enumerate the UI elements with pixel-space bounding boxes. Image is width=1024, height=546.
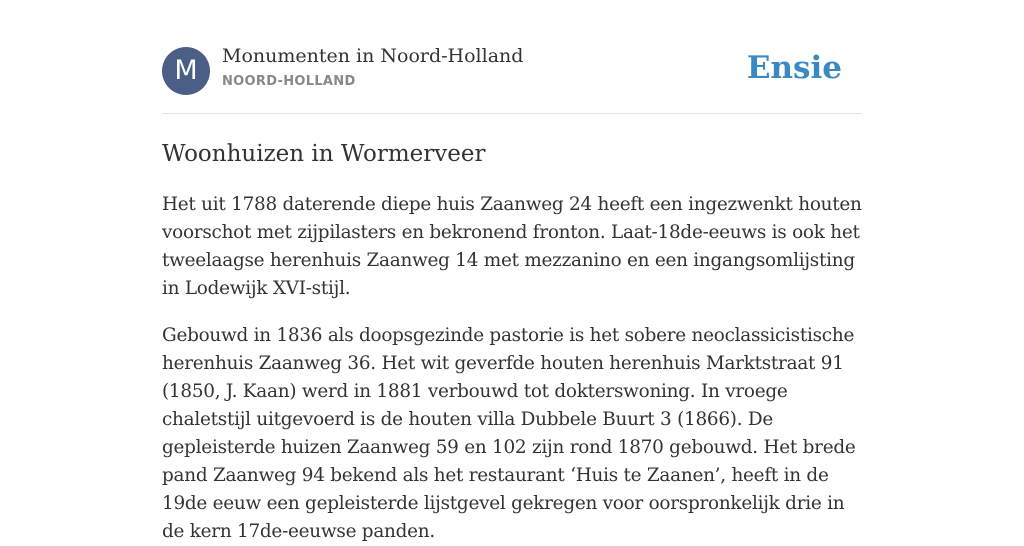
source-subtitle: NOORD-HOLLAND [222,74,356,89]
article-title: Woonhuizen in Wormerveer [162,141,486,167]
source-title-link[interactable]: Monumenten in Noord-Holland [222,45,524,67]
page-container [162,0,862,546]
article-paragraph-1: Het uit 1788 daterende diepe huis Zaanweg 24 heeft een ingezwenkt houten voorschot met zijpilasters en bekronend fronton. Laat-18de-eeuws is ook het tweelaagse herenhuis Zaanweg 14 met mezzanino en een ingangsomlijsting in Lodewijk XVI-stijl. [162,194,862,299]
page-header [162,0,862,114]
avatar[interactable]: M [162,47,210,95]
ensie-logo[interactable]: Ensie [746,50,842,86]
article-paragraph-2: Gebouwd in 1836 als doopsgezinde pastorie is het sobere neoclassicistische herenhuis Zaanweg 36. Het wit geverfde houten herenhuis Marktstraat 91 (1850, J. Kaan) werd in 1881 verbouwd tot dokterswoning. In vroege chaletstijl uitgevoerd is de houten villa Dubbele Buurt 3 (1866). De gepleisterde huizen Zaanweg 59 en 102 zijn rond 1870 gebouwd. Het brede pand Zaanweg 94 bekend als het restaurant ‘Huis te Zaanen’, heeft in de 19de eeuw een gepleisterde lijstgevel gekregen voor oorspronkelijk drie in de kern 17de-eeuwse panden. [162,325,856,542]
